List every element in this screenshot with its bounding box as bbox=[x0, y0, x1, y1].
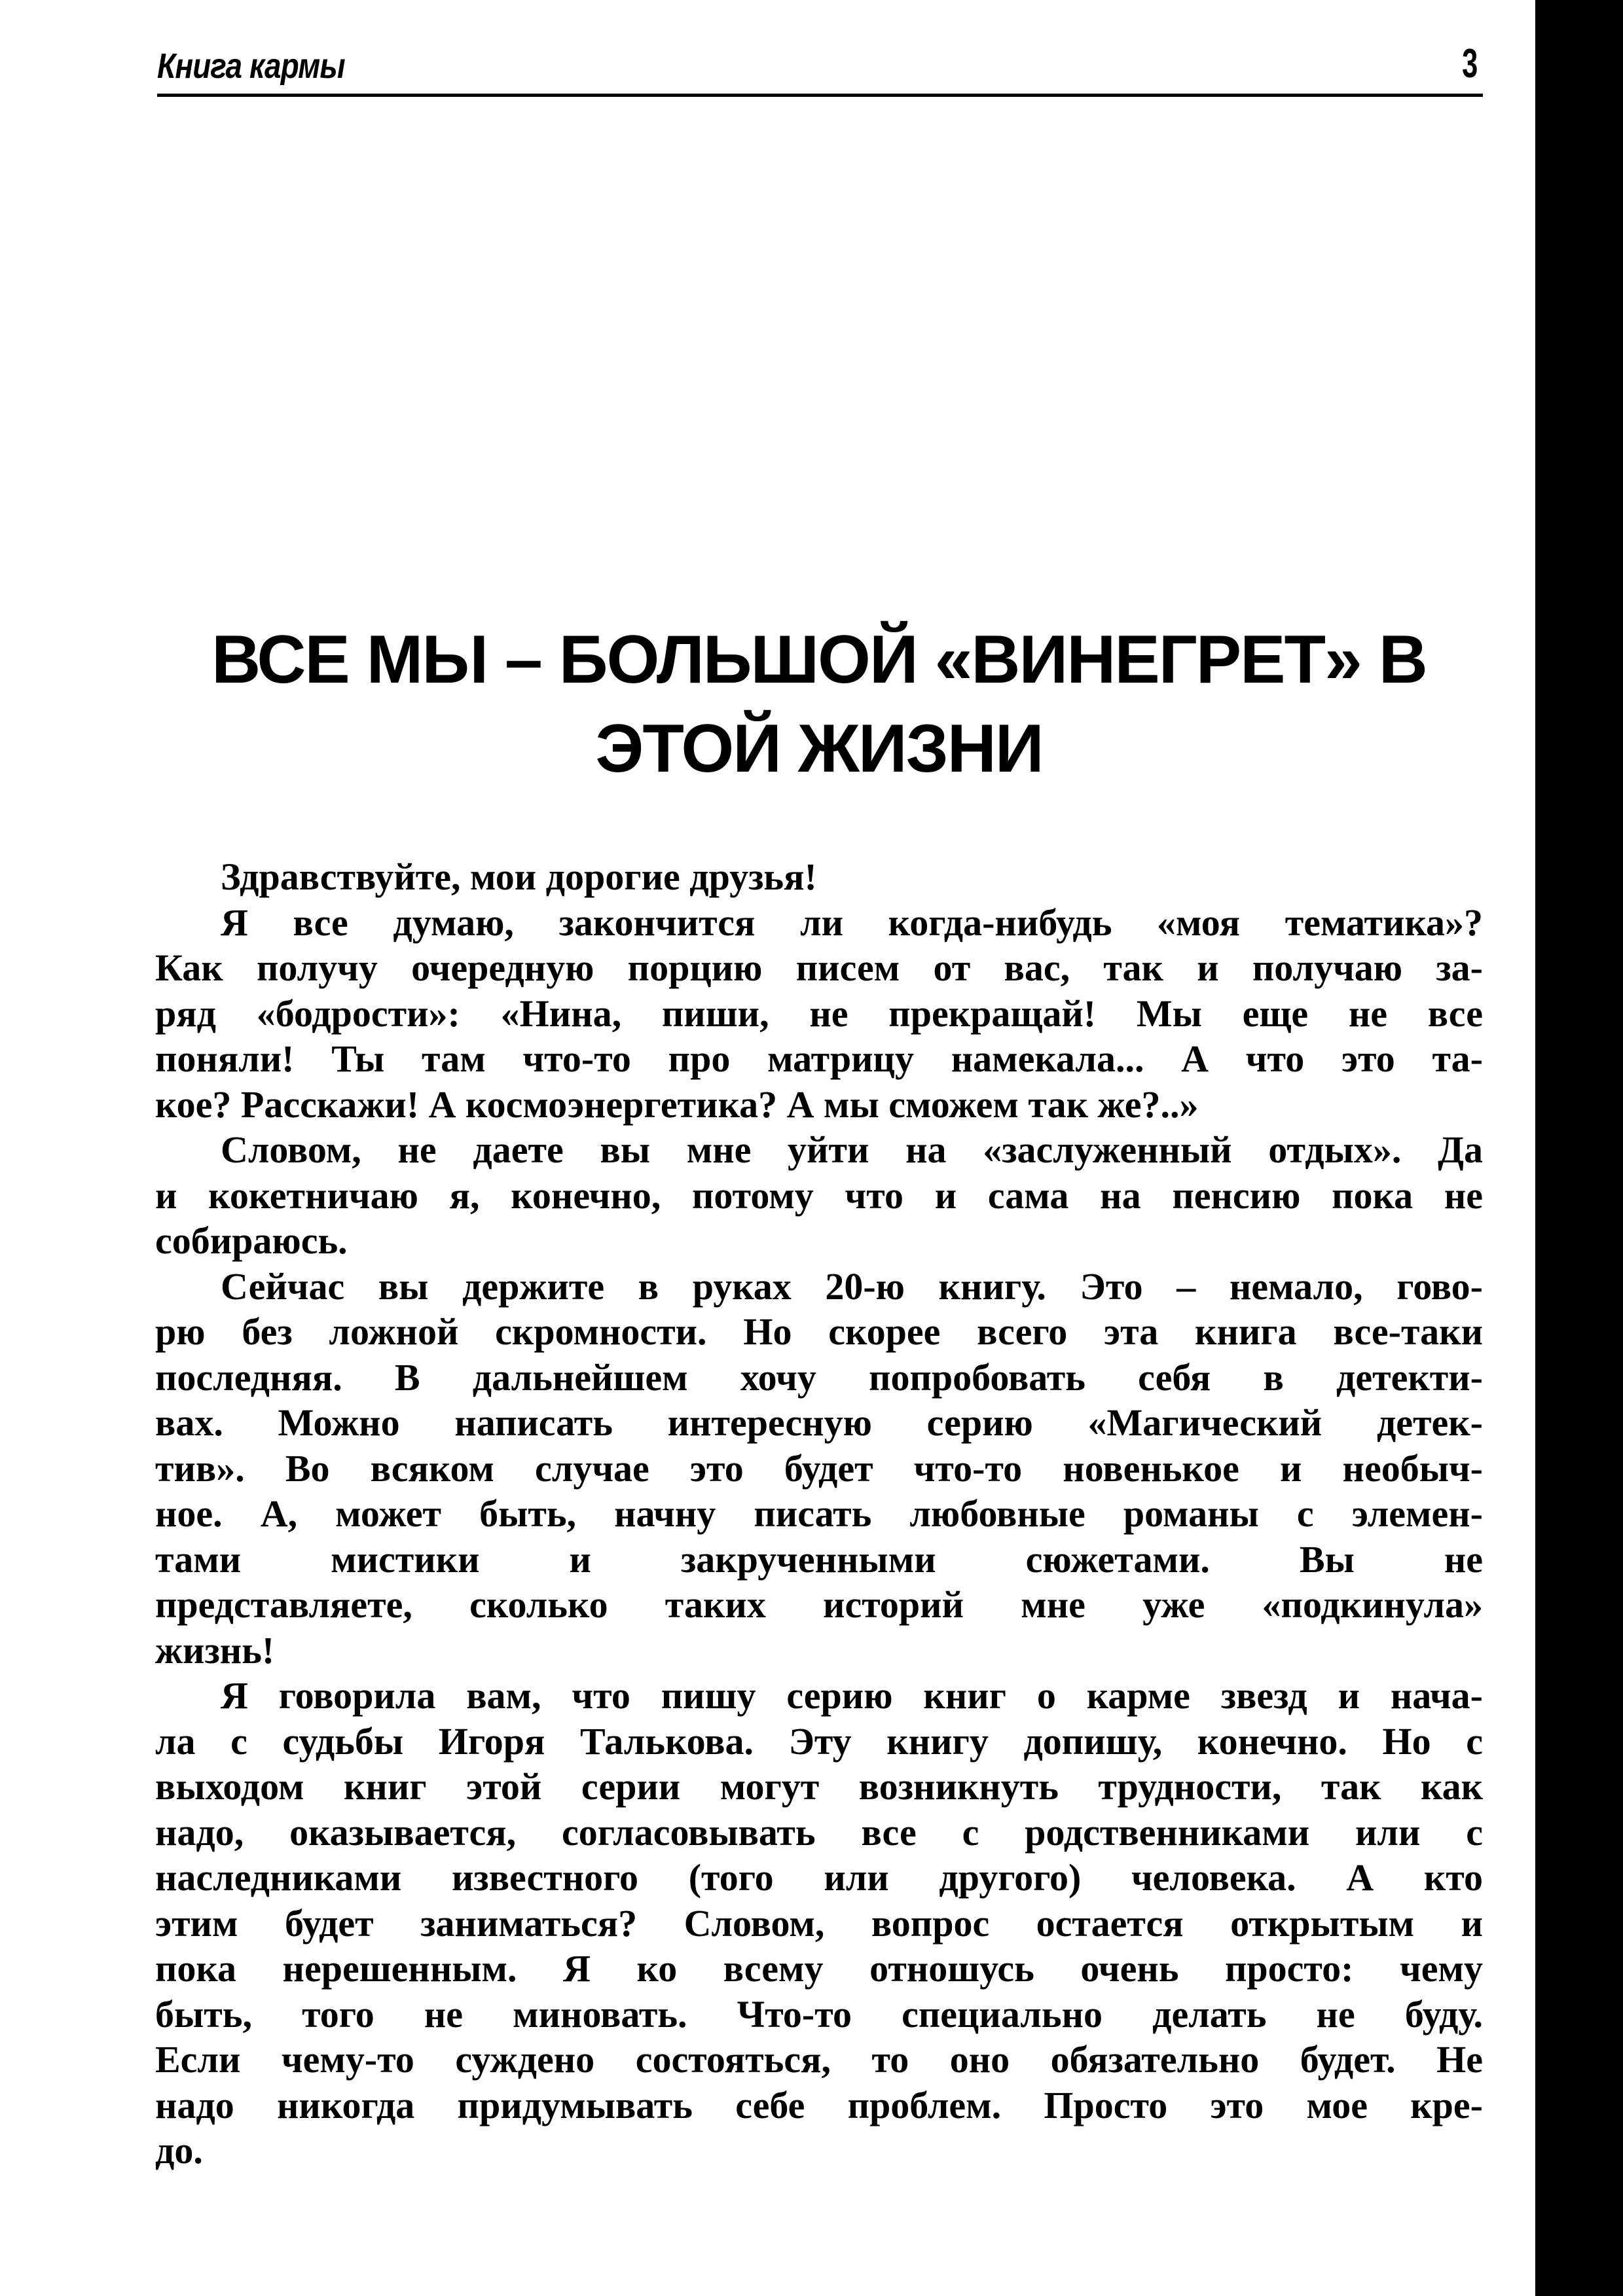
text-line: и кокетничаю я, конечно, потому что и сама на пенсию пока не bbox=[155, 1174, 1483, 1217]
text-line: жизнь! bbox=[155, 1628, 275, 1672]
text-line: до. bbox=[155, 2129, 203, 2172]
header-rule bbox=[157, 94, 1483, 97]
text-line: Как получу очередную порцию писем от вас, так и получаю за- bbox=[155, 946, 1483, 989]
text-line: этим будет заниматься? Словом, вопрос остается открытым и bbox=[155, 1901, 1483, 1945]
text-line: Сейчас вы держите в руках 20-ю книгу. Это – немало, гово- bbox=[221, 1265, 1483, 1308]
text-line: собираюсь. bbox=[155, 1219, 348, 1262]
text-line: выходом книг этой серии могут возникнуть трудности, так как bbox=[155, 1765, 1483, 1808]
text-line: быть, того не миновать. Что-то специально делать не буду. bbox=[155, 1992, 1483, 2036]
text-line: наследниками известного (того или другого) человека. А кто bbox=[155, 1856, 1483, 1899]
text-line: ряд «бодрости»: «Нина, пиши, не прекращай! Мы еще не все bbox=[155, 992, 1483, 1035]
text-line: вах. Можно написать интересную серию «Магический детек- bbox=[155, 1401, 1483, 1444]
text-line: надо никогда придумывать себе проблем. Просто это мое кре- bbox=[155, 2083, 1483, 2126]
text-line: Я говорила вам, что пишу серию книг о карме звезд и нача- bbox=[221, 1674, 1483, 1717]
text-line: поняли! Ты там что-то про матрицу намекала... А что это та- bbox=[155, 1037, 1483, 1080]
page-number: 3 bbox=[1462, 41, 1478, 86]
text-line: представляете, сколько таких историй мне уже «подкинула» bbox=[155, 1583, 1483, 1626]
text-line: Если чему-то суждено состояться, то оно обязательно будет. Не bbox=[155, 2038, 1483, 2081]
text-line: кое? Расскажи! А космоэнергетика? А мы сможем так же?..» bbox=[155, 1083, 1199, 1126]
text-line: Здравствуйте, мои дорогие друзья! bbox=[221, 855, 817, 898]
chapter-title-line: ВСЕ МЫ – БОЛЬШОЙ «ВИНЕГРЕТ» В bbox=[211, 622, 1427, 698]
text-line: ла с судьбы Игоря Талькова. Эту книгу допишу, конечно. Но с bbox=[155, 1719, 1483, 1763]
text-line: ное. А, может быть, начну писать любовные романы с элемен- bbox=[155, 1492, 1483, 1535]
text-line: Я все думаю, закончится ли когда-нибудь «моя тематика»? bbox=[221, 901, 1483, 944]
running-header-title: Книга кармы bbox=[157, 46, 345, 86]
text-line: надо, оказывается, согласовывать все с родственниками или с bbox=[155, 1810, 1483, 1854]
text-line: тами мистики и закрученными сюжетами. Вы не bbox=[155, 1537, 1483, 1581]
chapter-title-line: ЭТОЙ ЖИЗНИ bbox=[595, 711, 1043, 787]
text-line: Словом, не даете вы мне уйти на «заслуженный отдых». Да bbox=[221, 1128, 1483, 1171]
text-line: последняя. В дальнейшем хочу попробовать себя в детекти- bbox=[155, 1355, 1483, 1399]
body-text bbox=[155, 854, 1483, 2174]
chapter-title bbox=[155, 615, 1483, 793]
text-line: тив». Во всяком случае это будет что-то новенькое и необыч- bbox=[155, 1446, 1483, 1490]
scan-edge-black-bar bbox=[1535, 0, 1623, 2296]
text-line: рю без ложной скромности. Но скорее всего эта книга все-таки bbox=[155, 1310, 1483, 1353]
text-line: пока нерешенным. Я ко всему отношусь очень просто: чему bbox=[155, 1947, 1483, 1990]
